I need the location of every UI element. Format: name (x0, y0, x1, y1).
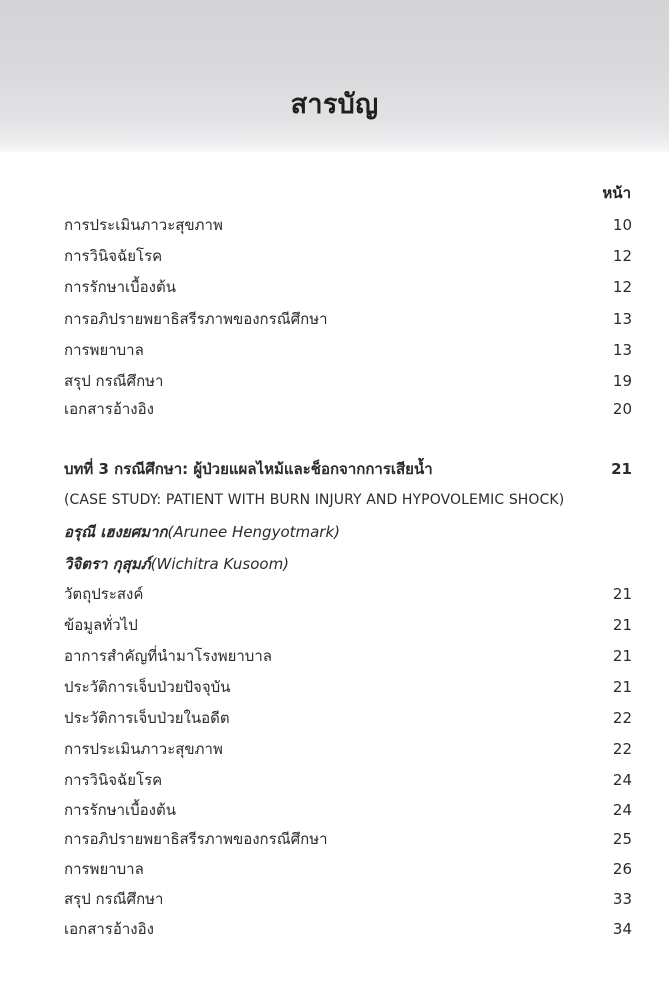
chapter-heading[interactable] (64, 456, 632, 482)
toc-entry-page: 21 (612, 585, 632, 603)
toc-entry[interactable] (64, 581, 632, 607)
author-english-name: (Arunee Hengyotmark) (167, 523, 341, 541)
toc-entry[interactable] (64, 886, 632, 912)
toc-entry-label: ประวัติการเจ็บป่วยในอดีต (64, 709, 230, 727)
chapter-title: บทที่ 3 กรณีศึกษา: ผู้ป่วยแผลไหม้และช็อกจากการเสียน้ำ (64, 460, 433, 478)
toc-entry-page: 10 (612, 216, 632, 234)
page-title: สารบัญ (290, 89, 379, 120)
toc-entry[interactable] (64, 736, 632, 762)
toc-entry[interactable] (64, 797, 632, 823)
toc-entry-page: 25 (612, 830, 632, 848)
toc-entry-page: 21 (612, 647, 632, 665)
toc-entry-page: 20 (612, 400, 632, 418)
toc-entry[interactable] (64, 368, 632, 394)
author-line (64, 519, 634, 545)
toc-entry[interactable] (64, 767, 632, 793)
toc-entry-label: วัตถุประสงค์ (64, 585, 144, 603)
toc-entry-page: 13 (612, 310, 632, 328)
toc-entry-page: 21 (612, 616, 632, 634)
toc-entry-label: ข้อมูลทั่วไป (64, 616, 138, 634)
toc-entry-label: การอภิปรายพยาธิสรีรภาพของกรณีศึกษา (64, 830, 328, 848)
toc-entry[interactable] (64, 212, 632, 238)
toc-entry-page: 33 (612, 890, 632, 908)
toc-entry[interactable] (64, 916, 632, 942)
header-band (0, 0, 669, 152)
toc-entry-page: 13 (612, 341, 632, 359)
toc-entry-page: 21 (612, 678, 632, 696)
toc-entry[interactable] (64, 612, 632, 638)
toc-entry[interactable] (64, 643, 632, 669)
toc-entry-page: 19 (612, 372, 632, 390)
toc-entry-page: 24 (612, 771, 632, 789)
toc-entry[interactable] (64, 396, 632, 422)
toc-entry-page: 24 (612, 801, 632, 819)
toc-entry-label: การวินิจฉัยโรค (64, 247, 163, 265)
toc-entry-label: การรักษาเบื้องต้น (64, 801, 176, 819)
toc-entry-label: อาการสำคัญที่นำมาโรงพยาบาล (64, 647, 272, 665)
toc-entry[interactable] (64, 306, 632, 332)
toc-entry[interactable] (64, 856, 632, 882)
toc-entry-label: เอกสารอ้างอิง (64, 400, 154, 418)
toc-entry-page: 22 (612, 740, 632, 758)
toc-entry[interactable] (64, 826, 632, 852)
toc-entry-page: 26 (612, 860, 632, 878)
toc-entry-label: การวินิจฉัยโรค (64, 771, 163, 789)
author-thai-name: อรุณี เฮงยศมาก (64, 523, 168, 541)
toc-entry-page: 12 (612, 247, 632, 265)
toc-entry-label: ประวัติการเจ็บป่วยปัจจุบัน (64, 678, 231, 696)
author-line (64, 551, 634, 577)
toc-entry-label: การประเมินภาวะสุขภาพ (64, 216, 223, 234)
author-thai-name: วิจิตรา กุสุมภ์ (64, 555, 151, 573)
toc-entry[interactable] (64, 337, 632, 363)
chapter-english-title: (CASE STUDY: PATIENT WITH BURN INJURY AND HYPOVOLEMIC SHOCK) (64, 492, 565, 508)
toc-entry-label: การพยาบาล (64, 341, 144, 359)
toc-entry[interactable] (64, 243, 632, 269)
toc-entry-page: 34 (612, 920, 632, 938)
toc-entry[interactable] (64, 705, 632, 731)
toc-entry[interactable] (64, 274, 632, 300)
toc-entry-label: เอกสารอ้างอิง (64, 920, 154, 938)
toc-entry-page: 22 (612, 709, 632, 727)
toc-entry-label: การรักษาเบื้องต้น (64, 278, 176, 296)
chapter-page: 21 (611, 460, 632, 478)
toc-entry-label: การอภิปรายพยาธิสรีรภาพของกรณีศึกษา (64, 310, 328, 328)
toc-entry-page: 12 (612, 278, 632, 296)
toc-entry-label: สรุป กรณีศึกษา (64, 890, 164, 908)
toc-entry-label: การประเมินภาวะสุขภาพ (64, 740, 223, 758)
author-english-name: (Wichitra Kusoom) (150, 555, 290, 573)
toc-entry-label: การพยาบาล (64, 860, 144, 878)
page-column-header: หน้า (602, 184, 631, 202)
toc-entry-label: สรุป กรณีศึกษา (64, 372, 164, 390)
toc-entry[interactable] (64, 674, 632, 700)
